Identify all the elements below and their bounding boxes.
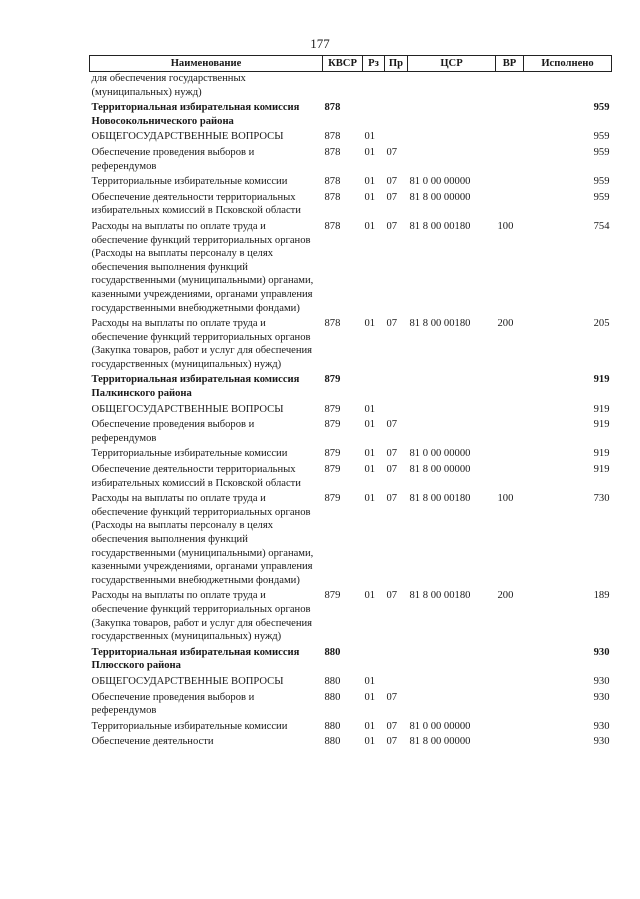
table-row [90,401,612,417]
row-amount: 930 [593,691,610,703]
row-name: ОБЩЕГОСУДАРСТВЕННЫЕ ВОПРОСЫ [91,403,284,415]
header-pr: Пр [385,56,408,72]
row-amount: 959 [593,146,610,158]
row-pr: 07 [386,464,398,476]
row-csr [408,128,496,144]
row-kvsr: 880 [324,675,341,687]
row-rz: 01 [364,736,376,748]
row-amount: 730 [593,493,610,505]
row-amount: 930 [593,736,610,748]
header-vr: ВР [496,56,524,72]
row-csr [408,673,496,689]
row-csr [408,644,496,673]
row-name: Обеспечение деятельности территориальных избирательных комиссий в Псковской области [91,191,301,217]
row-kvsr: 878 [324,146,341,158]
row-vr [496,673,524,689]
row-kvsr: 879 [324,374,341,386]
row-vr: 100 [497,493,514,505]
row-kvsr: 879 [324,419,341,431]
table-row [90,144,612,173]
row-vr [496,718,524,734]
row-rz: 01 [364,318,376,330]
row-kvsr: 879 [324,403,341,415]
row-csr [408,416,496,445]
row-vr [496,644,524,673]
table-row [90,733,612,749]
row-kvsr: 878 [324,191,341,203]
row-csr: 81 8 00 00000 [409,191,471,203]
row-amount: 959 [593,102,610,114]
row-vr [496,99,524,128]
row-rz: 01 [364,691,376,703]
row-vr [496,733,524,749]
row-vr [496,72,524,100]
row-csr: 81 8 00 00000 [409,736,471,748]
row-kvsr: 878 [324,220,341,232]
row-name: ОБЩЕГОСУДАРСТВЕННЫЕ ВОПРОСЫ [91,131,284,143]
table-row [90,644,612,673]
row-rz [363,99,385,128]
row-pr [385,644,408,673]
row-pr [385,371,408,400]
row-name: Расходы на выплаты по оплате труда и обеспечение функций территориальных органов (Закупка товаров, работ и услуг для обеспечения государственных (муниципальных) нужд) [91,590,313,643]
row-csr [408,72,496,100]
row-pr: 07 [386,318,398,330]
table-row [90,490,612,587]
table-row [90,189,612,218]
row-kvsr: 879 [324,493,341,505]
row-rz: 01 [364,191,376,203]
row-csr [408,144,496,173]
row-pr: 07 [386,448,398,460]
row-pr: 07 [386,419,398,431]
row-csr: 81 8 00 00180 [409,318,471,330]
row-kvsr: 878 [324,102,341,114]
row-name: Территориальные избирательные комиссии [91,720,288,732]
row-rz: 01 [364,675,376,687]
row-rz: 01 [364,403,376,415]
row-pr: 07 [386,176,398,188]
table-row [90,218,612,315]
row-amount: 930 [593,675,610,687]
table-row [90,587,612,643]
row-name: Территориальная избирательная комиссия Палкинского района [91,374,300,400]
row-pr: 07 [386,220,398,232]
row-vr [496,445,524,461]
row-amount: 919 [593,464,610,476]
row-pr: 07 [386,191,398,203]
row-pr: 07 [386,691,398,703]
row-name: Обеспечение проведения выборов и референдумов [91,691,255,717]
row-pr [385,72,408,100]
row-amount: 919 [593,374,610,386]
row-kvsr: 879 [324,464,341,476]
row-kvsr: 879 [324,448,341,460]
row-kvsr: 878 [324,131,341,143]
row-name: Расходы на выплаты по оплате труда и обеспечение функций территориальных органов (Закупка товаров, работ и услуг для обеспечения государственных (муниципальных) нужд) [91,318,313,370]
row-amount: 754 [593,220,610,232]
row-amount: 205 [593,318,610,330]
page-number: 177 [310,36,330,51]
row-rz: 01 [364,419,376,431]
row-kvsr: 879 [324,590,341,602]
row-amount: 959 [593,131,610,143]
table-row [90,315,612,371]
header-executed: Исполнено [524,56,612,72]
row-vr [496,401,524,417]
row-vr [496,128,524,144]
row-name: Обеспечение проведения выборов и референдумов [91,419,255,444]
row-csr [408,99,496,128]
row-kvsr: 878 [324,176,341,188]
row-csr [408,371,496,400]
row-csr: 81 0 00 00000 [409,176,471,188]
row-name: Территориальные избирательные комиссии [91,448,288,460]
row-pr [385,128,408,144]
row-csr [408,689,496,718]
row-csr: 81 8 00 00180 [409,220,471,232]
table-row [90,72,612,100]
row-pr: 07 [386,720,398,732]
row-rz [363,371,385,400]
row-vr [496,416,524,445]
row-csr: 81 0 00 00000 [409,720,471,732]
row-name: Расходы на выплаты по оплате труда и обеспечение функций территориальных органов (Расходы на выплаты персоналу в целях обеспечения выполнения функций государственными (муниципальными) органами, казенными учреждениями, органами управления государственными внебюджетными фондами) [91,220,314,314]
row-rz: 01 [364,590,376,602]
row-pr: 07 [386,493,398,505]
row-kvsr [323,72,363,100]
row-csr: 81 0 00 00000 [409,448,471,460]
row-vr [496,144,524,173]
row-csr [408,401,496,417]
row-name: Территориальная избирательная комиссия Новосокольнического района [91,102,300,127]
row-vr [496,189,524,218]
row-csr: 81 8 00 00180 [409,493,471,505]
row-rz: 01 [364,464,376,476]
row-rz: 01 [364,493,376,505]
row-name: Расходы на выплаты по оплате труда и обеспечение функций территориальных органов (Расходы на выплаты персоналу в целях обеспечения выполнения функций государственными (муниципальными) органами, казенными учреждениями, органами управления государственными внебюджетными фондами) [91,493,314,586]
row-csr: 81 8 00 00000 [409,464,471,476]
row-pr: 07 [386,590,398,602]
table-row [90,173,612,189]
row-amount: 930 [593,646,610,658]
row-vr: 200 [497,590,514,602]
table-row [90,128,612,144]
table-row [90,371,612,400]
row-amount: 959 [593,176,610,188]
row-vr: 200 [497,318,514,330]
row-amount: 919 [593,403,610,415]
row-pr: 07 [386,146,398,158]
row-vr [496,689,524,718]
row-pr [385,401,408,417]
row-kvsr: 880 [324,720,341,732]
row-rz: 01 [364,176,376,188]
header-rz: Рз [363,56,385,72]
row-rz: 01 [364,131,376,143]
row-rz [363,72,385,100]
row-pr: 07 [386,736,398,748]
row-vr [496,371,524,400]
row-rz: 01 [364,146,376,158]
row-rz: 01 [364,220,376,232]
row-kvsr: 880 [324,646,341,658]
row-vr [496,461,524,490]
row-name: ОБЩЕГОСУДАРСТВЕННЫЕ ВОПРОСЫ [91,675,284,687]
table-row [90,673,612,689]
row-pr [385,673,408,689]
table-row [90,416,612,445]
table-row [90,718,612,734]
row-amount: 189 [593,590,610,602]
row-rz: 01 [364,720,376,732]
row-pr [385,99,408,128]
row-kvsr: 878 [324,318,341,330]
row-amount: 930 [593,720,610,732]
row-amount: 919 [593,448,610,460]
row-vr [496,173,524,189]
row-name: Обеспечение деятельности территориальных избирательных комиссий в Псковской области [91,464,301,489]
budget-execution-table [89,55,612,749]
row-rz [363,644,385,673]
row-vr: 100 [497,220,514,232]
table-body [90,72,612,749]
header-kvsr: КВСР [323,56,363,72]
row-name: Территориальные избирательные комиссии [91,176,288,188]
row-kvsr: 880 [324,736,341,748]
row-amount [524,72,612,100]
table-row [90,445,612,461]
table-row [90,461,612,490]
table-header-row [90,56,612,72]
row-name: для обеспечения государственных (муниципальных) нужд) [91,73,246,98]
table-row [90,99,612,128]
row-name: Обеспечение деятельности [91,736,214,748]
header-name: Наименование [90,56,323,72]
table-row [90,689,612,718]
row-name: Территориальная избирательная комиссия Плюсского района [91,646,300,672]
row-amount: 919 [593,419,610,431]
row-rz: 01 [364,448,376,460]
row-kvsr: 880 [324,691,341,703]
row-name: Обеспечение проведения выборов и референдумов [91,146,255,172]
row-csr: 81 8 00 00180 [409,590,471,602]
row-amount: 959 [593,191,610,203]
header-csr: ЦСР [408,56,496,72]
